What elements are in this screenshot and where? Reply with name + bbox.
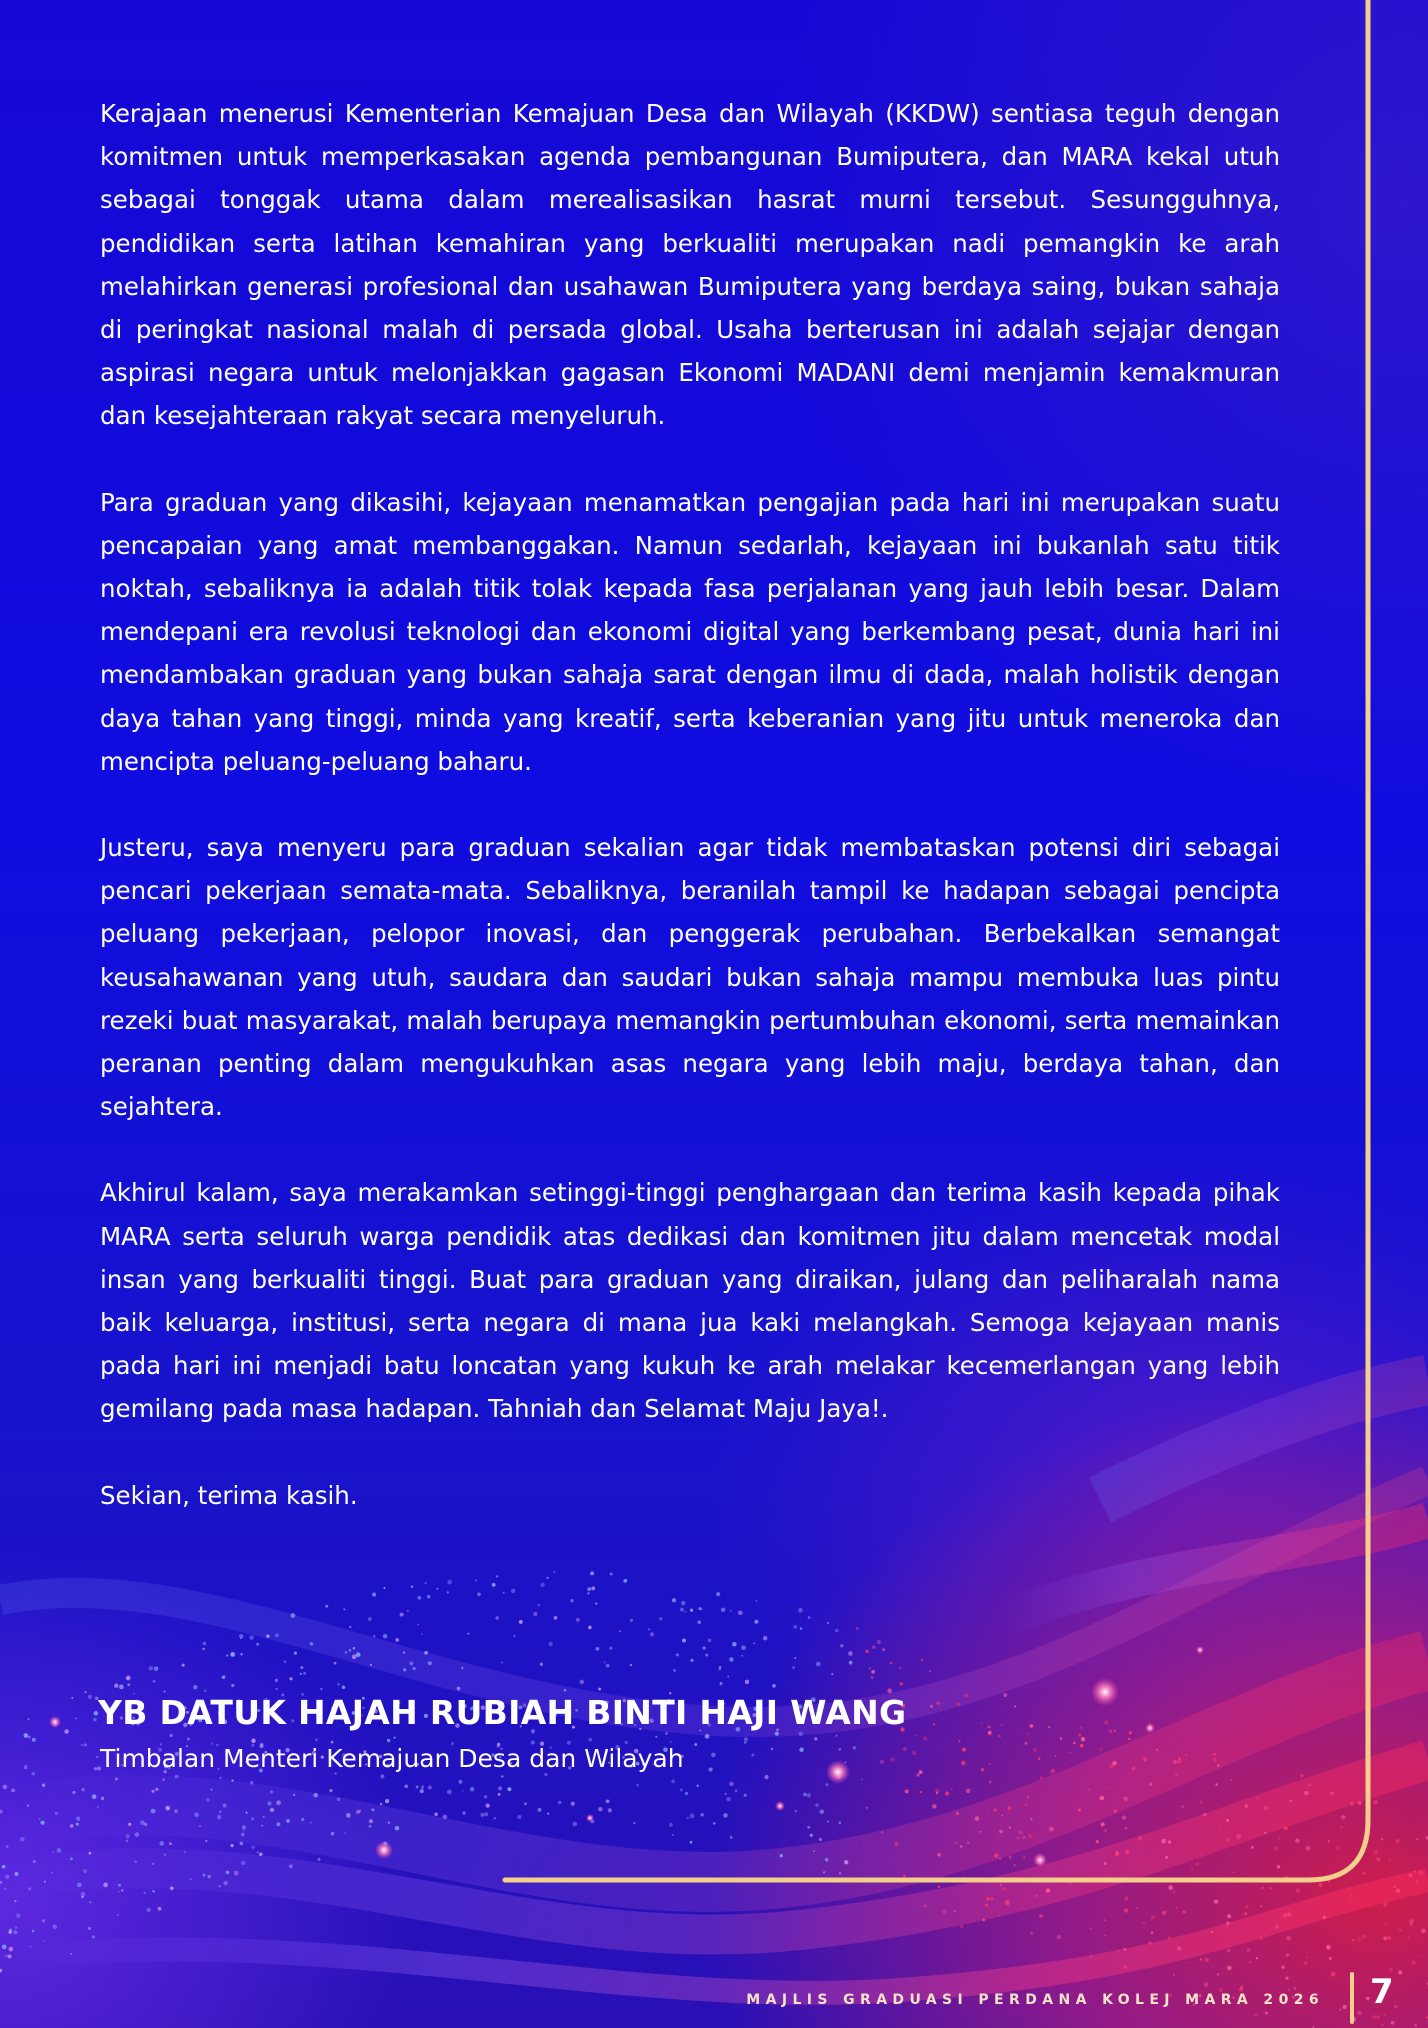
footer-publication-title: MAJLIS GRADUASI PERDANA KOLEJ MARA 2026	[746, 1992, 1324, 2008]
signer-name: YB DATUK HAJAH RUBIAH BINTI HAJI WANG	[98, 1693, 907, 1732]
footer-divider	[1350, 1972, 1354, 2024]
paragraph-4: Akhirul kalam, saya merakamkan setinggi-tinggi penghargaan dan terima kasih kepada pihak MARA serta seluruh warga pendidik atas dedikasi dan komitmen jitu dalam mencetak modal insan yang berkualiti tinggi. Buat para graduan yang diraikan, julang dan peliharalah nama baik keluarga, institusi, serta negara di mana jua kaki melangkah. Semoga kejayaan manis pada hari ini menjadi batu loncatan yang kukuh ke arah melakar kecemerlangan yang lebih gemilang pada masa hadapan. Tahniah dan Selamat Maju Jaya!.	[100, 1178, 1280, 1424]
paragraph-3: Justeru, saya menyeru para graduan sekalian agar tidak membataskan potensi diri sebagai pencari pekerjaan semata-mata. Sebaliknya, beranilah tampil ke hadapan sebagai pencipta peluang pekerjaan, pelopor inovasi, dan penggerak perubahan. Berbekalkan semangat keusahawanan yang utuh, saudara dan saudari bukan sahaja mampu membuka luas pintu rezeki buat masyarakat, malah berupaya memangkin pertumbuhan ekonomi, serta memainkan peranan penting dalam mengukuhkan asas negara yang lebih maju, berdaya tahan, dan sejahtera.	[100, 833, 1280, 1122]
letter-body	[100, 92, 1280, 1517]
signer-title: Timbalan Menteri Kemajuan Desa dan Wilayah	[100, 1744, 684, 1773]
paragraph-1: Kerajaan menerusi Kementerian Kemajuan Desa dan Wilayah (KKDW) sentiasa teguh dengan komitmen untuk memperkasakan agenda pembangunan Bumiputera, dan MARA kekal utuh sebagai tonggak utama dalam merealisasikan hasrat murni tersebut. Sesungguhnya, pendidikan serta latihan kemahiran yang berkualiti merupakan nadi pemangkin ke arah melahirkan generasi profesional dan usahawan Bumiputera yang berdaya saing, bukan sahaja di peringkat nasional malah di persada global. Usaha berterusan ini adalah sejajar dengan aspirasi negara untuk melonjakkan gagasan Ekonomi MADANI demi menjamin kemakmuran dan kesejahteraan rakyat secara menyeluruh.	[100, 99, 1280, 431]
paragraph-2: Para graduan yang dikasihi, kejayaan menamatkan pengajian pada hari ini merupakan suatu pencapaian yang amat membanggakan. Namun sedarlah, kejayaan ini bukanlah satu titik noktah, sebaliknya ia adalah titik tolak kepada fasa perjalanan yang jauh lebih besar. Dalam mendepani era revolusi teknologi dan ekonomi digital yang berkembang pesat, dunia hari ini mendambakan graduan yang bukan sahaja sarat dengan ilmu di dada, malah holistik dengan daya tahan yang tinggi, minda yang kreatif, serta keberanian yang jitu untuk meneroka dan mencipta peluang-peluang baharu.	[100, 487, 1280, 776]
closing-line: Sekian, terima kasih.	[100, 1480, 358, 1510]
page-number: 7	[1370, 1972, 1394, 2012]
